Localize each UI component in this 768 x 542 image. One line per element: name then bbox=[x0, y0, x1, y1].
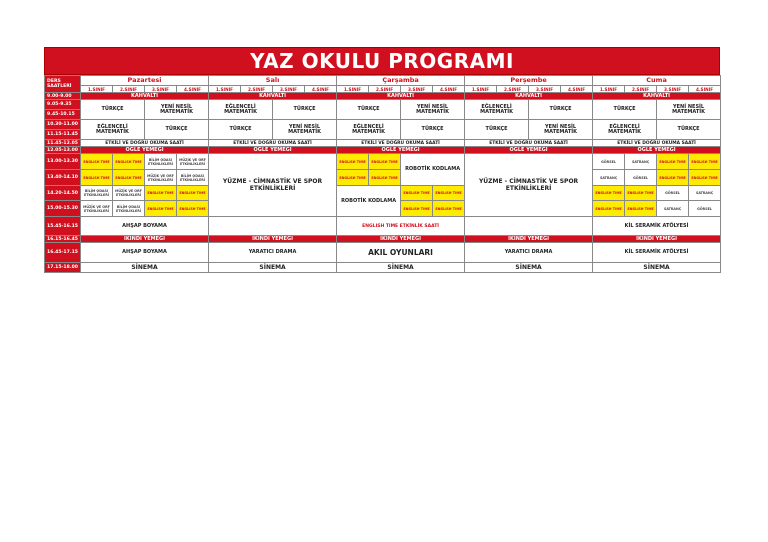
english-cell: ENGLISH TIME bbox=[689, 154, 721, 170]
lesson-cell: TÜRKÇE bbox=[401, 120, 465, 140]
grade-header: 3.SINIF bbox=[145, 86, 177, 93]
activity-cell: YARATICI DRAMA bbox=[465, 243, 593, 263]
activity-cell: YARATICI DRAMA bbox=[209, 243, 337, 263]
sports-cell: YÜZME - CİMNASTİK VE SPOR ETKİNLİKLERİ bbox=[209, 154, 337, 217]
english-cell: ENGLISH TIME bbox=[81, 170, 113, 186]
lesson-cell: YENİ NESİL MATEMATİK bbox=[401, 100, 465, 120]
grade-header: 3.SINIF bbox=[529, 86, 561, 93]
lesson-cell: YENİ NESİL MATEMATİK bbox=[657, 100, 721, 120]
english-cell: ENGLISH TIME bbox=[401, 186, 433, 201]
reading-cell: ETKİLİ VE DOĞRU OKUMA SAATİ bbox=[337, 140, 465, 147]
sports-cell: YÜZME - CİMNASTİK VE SPOR ETKİNLİKLERİ bbox=[465, 154, 593, 217]
activity-cell: AHŞAP BOYAMA bbox=[81, 243, 209, 263]
time-header: DERS SAATLERİ bbox=[45, 76, 81, 93]
art-cell: GÖRSEL bbox=[689, 201, 721, 217]
english-cell: ENGLISH TIME bbox=[625, 201, 657, 217]
grade-header: 4.SINIF bbox=[177, 86, 209, 93]
science-cell: BİLİM ODASI ETKİNLİKLERİ bbox=[113, 201, 145, 217]
lunch-cell: ÖĞLE YEMEĞİ bbox=[337, 147, 465, 154]
activity-cell: AKIL OYUNLARI bbox=[337, 243, 465, 263]
grade-header: 1.SINIF bbox=[465, 86, 497, 93]
grade-header: 3.SINIF bbox=[657, 86, 689, 93]
lesson-cell: YENİ NESİL MATEMATİK bbox=[529, 120, 593, 140]
grade-header: 2.SINIF bbox=[497, 86, 529, 93]
time-cell: 13.00-13.30 bbox=[45, 154, 81, 170]
snack-cell: İKİNDİ YEMEĞİ bbox=[209, 236, 337, 243]
lesson-cell: TÜRKÇE bbox=[657, 120, 721, 140]
lesson-cell: EĞLENCELİ MATEMATİK bbox=[465, 100, 529, 120]
time-cell: 16.15-16.45 bbox=[45, 236, 81, 243]
time-cell: 15.00-15.30 bbox=[45, 201, 81, 217]
time-cell: 9.05-9.35 bbox=[45, 100, 81, 110]
day-header-monday: Pazartesi bbox=[81, 76, 209, 86]
science-cell: BİLİM ODASI ETKİNLİKLERİ bbox=[145, 154, 177, 170]
time-cell: 17.15-18.00 bbox=[45, 263, 81, 273]
snack-cell: İKİNDİ YEMEĞİ bbox=[465, 236, 593, 243]
chess-cell: SATRANÇ bbox=[689, 186, 721, 201]
grade-header: 2.SINIF bbox=[113, 86, 145, 93]
breakfast-cell: KAHVALTI bbox=[209, 93, 337, 100]
chess-cell: SATRANÇ bbox=[593, 170, 625, 186]
english-cell: ENGLISH TIME bbox=[401, 201, 433, 217]
snack-cell: İKİNDİ YEMEĞİ bbox=[81, 236, 209, 243]
art-cell: GÖRSEL bbox=[593, 154, 625, 170]
lesson-cell: TÜRKÇE bbox=[465, 120, 529, 140]
reading-cell: ETKİLİ VE DOĞRU OKUMA SAATİ bbox=[593, 140, 721, 147]
english-cell: ENGLISH TIME bbox=[113, 170, 145, 186]
time-cell: 11.45-12.05 bbox=[45, 140, 81, 147]
lesson-cell: TÜRKÇE bbox=[273, 100, 337, 120]
grade-header: 1.SINIF bbox=[209, 86, 241, 93]
music-cell: MÜZİK VE ORF ETKİNLİKLERİ bbox=[177, 154, 209, 170]
english-cell: ENGLISH TIME bbox=[337, 154, 369, 170]
grade-header: 4.SINIF bbox=[561, 86, 593, 93]
lesson-cell: EĞLENCELİ MATEMATİK bbox=[337, 120, 401, 140]
reading-cell: ETKİLİ VE DOĞRU OKUMA SAATİ bbox=[209, 140, 337, 147]
cinema-cell: SİNEMA bbox=[593, 263, 721, 273]
time-cell: 12.05-13.00 bbox=[45, 147, 81, 154]
grade-header: 1.SINIF bbox=[81, 86, 113, 93]
activity-cell: ENGLISH TIME ETKİNLİK SAATİ bbox=[337, 217, 465, 236]
lesson-cell: TÜRKÇE bbox=[337, 100, 401, 120]
lesson-cell: YENİ NESİL MATEMATİK bbox=[145, 100, 209, 120]
english-cell: ENGLISH TIME bbox=[369, 154, 401, 170]
day-header-tuesday: Salı bbox=[209, 76, 337, 86]
breakfast-cell: KAHVALTI bbox=[465, 93, 593, 100]
time-cell: 14.20-14.50 bbox=[45, 186, 81, 201]
english-cell: ENGLISH TIME bbox=[657, 170, 689, 186]
english-cell: ENGLISH TIME bbox=[433, 186, 465, 201]
time-cell: 11.15-11.45 bbox=[45, 130, 81, 140]
day-header-wednesday: Çarşamba bbox=[337, 76, 465, 86]
lunch-cell: ÖĞLE YEMEĞİ bbox=[209, 147, 337, 154]
lunch-cell: ÖĞLE YEMEĞİ bbox=[465, 147, 593, 154]
reading-cell: ETKİLİ VE DOĞRU OKUMA SAATİ bbox=[81, 140, 209, 147]
grade-header: 1.SINIF bbox=[337, 86, 369, 93]
schedule-table bbox=[44, 75, 721, 273]
lunch-cell: ÖĞLE YEMEĞİ bbox=[81, 147, 209, 154]
activity-cell: AHŞAP BOYAMA bbox=[81, 217, 209, 236]
lesson-cell: TÜRKÇE bbox=[81, 100, 145, 120]
snack-cell: İKİNDİ YEMEĞİ bbox=[593, 236, 721, 243]
grade-header: 3.SINIF bbox=[273, 86, 305, 93]
day-header-thursday: Perşembe bbox=[465, 76, 593, 86]
grade-header: 3.SINIF bbox=[401, 86, 433, 93]
music-cell: MÜZİK VE ORF ETKİNLİKLERİ bbox=[113, 186, 145, 201]
cinema-cell: SİNEMA bbox=[81, 263, 209, 273]
chess-cell: SATRANÇ bbox=[625, 154, 657, 170]
english-cell: ENGLISH TIME bbox=[81, 154, 113, 170]
music-cell: MÜZİK VE ORF ETKİNLİKLERİ bbox=[81, 201, 113, 217]
english-cell: ENGLISH TIME bbox=[177, 186, 209, 201]
english-cell: ENGLISH TIME bbox=[593, 201, 625, 217]
time-cell: 9.45-10.15 bbox=[45, 110, 81, 120]
schedule-sheet bbox=[44, 47, 720, 273]
page-title: YAZ OKULU PROGRAMI bbox=[44, 47, 720, 75]
lesson-cell: TÜRKÇE bbox=[593, 100, 657, 120]
breakfast-cell: KAHVALTI bbox=[81, 93, 209, 100]
grade-header: 1.SINIF bbox=[593, 86, 625, 93]
english-cell: ENGLISH TIME bbox=[625, 186, 657, 201]
english-cell: ENGLISH TIME bbox=[145, 201, 177, 217]
lesson-cell: EĞLENCELİ MATEMATİK bbox=[81, 120, 145, 140]
lunch-cell: ÖĞLE YEMEĞİ bbox=[593, 147, 721, 154]
english-cell: ENGLISH TIME bbox=[593, 186, 625, 201]
grade-header: 4.SINIF bbox=[305, 86, 337, 93]
time-cell: 13.40-14.10 bbox=[45, 170, 81, 186]
english-cell: ENGLISH TIME bbox=[113, 154, 145, 170]
english-cell: ENGLISH TIME bbox=[433, 201, 465, 217]
grade-header: 2.SINIF bbox=[625, 86, 657, 93]
science-cell: BİLİM ODASI ETKİNLİKLERİ bbox=[177, 170, 209, 186]
time-cell: 16.45-17.15 bbox=[45, 243, 81, 263]
time-cell: 10.30-11.00 bbox=[45, 120, 81, 130]
snack-cell: İKİNDİ YEMEĞİ bbox=[337, 236, 465, 243]
day-header-friday: Cuma bbox=[593, 76, 721, 86]
grade-header: 2.SINIF bbox=[369, 86, 401, 93]
english-cell: ENGLISH TIME bbox=[145, 186, 177, 201]
robotics-cell: ROBOTİK KODLAMA bbox=[337, 186, 401, 217]
music-cell: MÜZİK VE ORF ETKİNLİKLERİ bbox=[145, 170, 177, 186]
chess-cell: SATRANÇ bbox=[657, 201, 689, 217]
empty-cell bbox=[465, 217, 593, 236]
breakfast-cell: KAHVALTI bbox=[337, 93, 465, 100]
english-cell: ENGLISH TIME bbox=[689, 170, 721, 186]
breakfast-cell: KAHVALTI bbox=[593, 93, 721, 100]
cinema-cell: SİNEMA bbox=[209, 263, 337, 273]
science-cell: BİLİM ODASI ETKİNLİKLERİ bbox=[81, 186, 113, 201]
lesson-cell: EĞLENCELİ MATEMATİK bbox=[593, 120, 657, 140]
english-cell: ENGLISH TIME bbox=[177, 201, 209, 217]
grade-header: 2.SINIF bbox=[241, 86, 273, 93]
lesson-cell: EĞLENCELİ MATEMATİK bbox=[209, 100, 273, 120]
grade-header: 4.SINIF bbox=[689, 86, 721, 93]
lesson-cell: YENİ NESİL MATEMATİK bbox=[273, 120, 337, 140]
art-cell: GÖRSEL bbox=[657, 186, 689, 201]
cinema-cell: SİNEMA bbox=[465, 263, 593, 273]
lesson-cell: TÜRKÇE bbox=[145, 120, 209, 140]
reading-cell: ETKİLİ VE DOĞRU OKUMA SAATİ bbox=[465, 140, 593, 147]
grade-header: 4.SINIF bbox=[433, 86, 465, 93]
robotics-cell: ROBOTİK KODLAMA bbox=[401, 154, 465, 186]
english-cell: ENGLISH TIME bbox=[657, 154, 689, 170]
time-cell: 15.45-16.15 bbox=[45, 217, 81, 236]
english-cell: ENGLISH TIME bbox=[337, 170, 369, 186]
lesson-cell: TÜRKÇE bbox=[529, 100, 593, 120]
time-cell: 9.00-9.00 bbox=[45, 93, 81, 100]
activity-cell: KİL SERAMİK ATÖLYESİ bbox=[593, 217, 721, 236]
english-cell: ENGLISH TIME bbox=[369, 170, 401, 186]
lesson-cell: TÜRKÇE bbox=[209, 120, 273, 140]
art-cell: GÖRSEL bbox=[625, 170, 657, 186]
activity-cell: KİL SERAMİK ATÖLYESİ bbox=[593, 243, 721, 263]
empty-cell bbox=[209, 217, 337, 236]
cinema-cell: SİNEMA bbox=[337, 263, 465, 273]
